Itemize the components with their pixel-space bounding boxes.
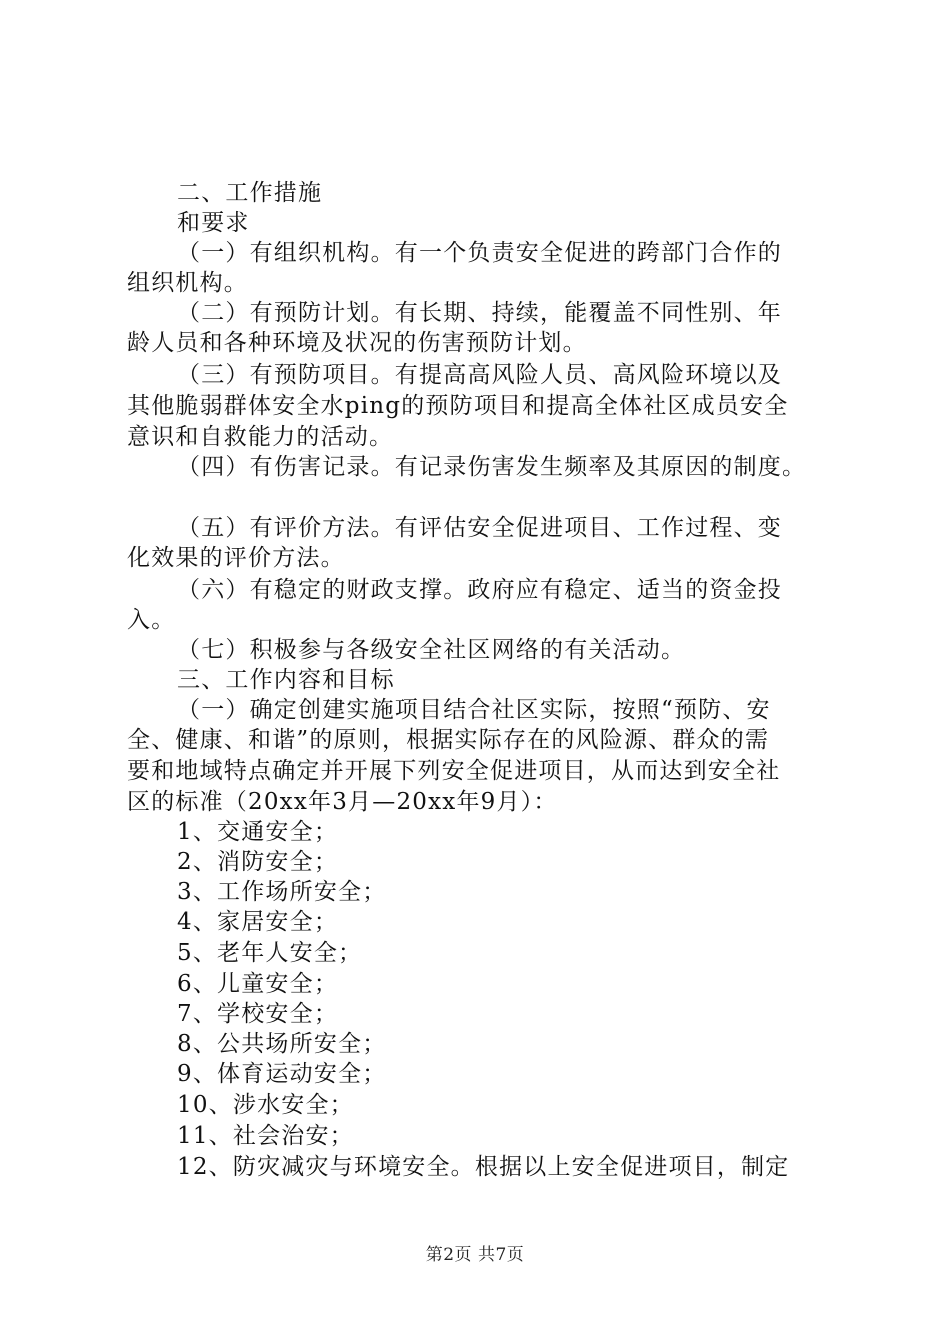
paragraph-line: （七）积极参与各级安全社区网络的有关活动。 — [177, 637, 686, 663]
paragraph-line: 区的标准（20xx年3月—20xx年9月）： — [127, 789, 558, 815]
paragraph-line: 入。 — [127, 607, 176, 633]
list-item: 2、消防安全； — [177, 849, 339, 875]
list-item: 8、公共场所安全； — [177, 1031, 387, 1057]
list-item: 4、家居安全； — [177, 909, 339, 935]
list-item: 10、涉水安全； — [177, 1092, 354, 1118]
paragraph-line: 要和地域特点确定并开展下列安全促进项目，从而达到安全社 — [127, 758, 781, 784]
list-item: 6、儿童安全； — [177, 971, 339, 997]
section-heading-continued: 和要求 — [177, 210, 250, 236]
paragraph-line: （三）有预防项目。有提高高风险人员、高风险环境以及 — [177, 362, 782, 388]
paragraph-line: （一）有组织机构。有一个负责安全促进的跨部门合作的 — [177, 240, 782, 266]
section-heading: 二、工作措施 — [177, 180, 323, 206]
page-number-footer: 第2页 共7页 — [425, 1245, 525, 1265]
list-item: 3、工作场所安全； — [177, 879, 387, 905]
paragraph-line: 龄人员和各种环境及状况的伤害预防计划。 — [127, 330, 587, 356]
list-item: 9、体育运动安全； — [177, 1061, 387, 1087]
list-item: 11、社会治安； — [177, 1123, 354, 1149]
paragraph-line: 意识和自救能力的活动。 — [127, 424, 394, 450]
list-item: 7、学校安全； — [177, 1001, 339, 1027]
paragraph-line: 其他脆弱群体安全水ping的预防项目和提高全体社区成员安全 — [127, 393, 789, 419]
paragraph-line: （二）有预防计划。有长期、持续，能覆盖不同性别、年 — [177, 300, 782, 326]
section-heading: 三、工作内容和目标 — [177, 667, 395, 693]
paragraph-line: （四）有伤害记录。有记录伤害发生频率及其原因的制度。 — [177, 454, 807, 480]
paragraph-line: （五）有评价方法。有评估安全促进项目、工作过程、变 — [177, 515, 782, 541]
paragraph-line: 组织机构。 — [127, 270, 248, 296]
paragraph-line: （六）有稳定的财政支撑。政府应有稳定、适当的资金投 — [177, 577, 782, 603]
paragraph-line: （一）确定创建实施项目结合社区实际，按照“预防、安 — [177, 697, 771, 723]
list-item: 12、防灾减灾与环境安全。根据以上安全促进项目，制定 — [177, 1154, 790, 1180]
list-item: 5、老年人安全； — [177, 940, 363, 966]
paragraph-line: 全、健康、和谐”的原则，根据实际存在的风险源、群众的需 — [127, 727, 770, 753]
paragraph-line: 化效果的评价方法。 — [127, 545, 345, 571]
list-item: 1、交通安全； — [177, 819, 339, 845]
